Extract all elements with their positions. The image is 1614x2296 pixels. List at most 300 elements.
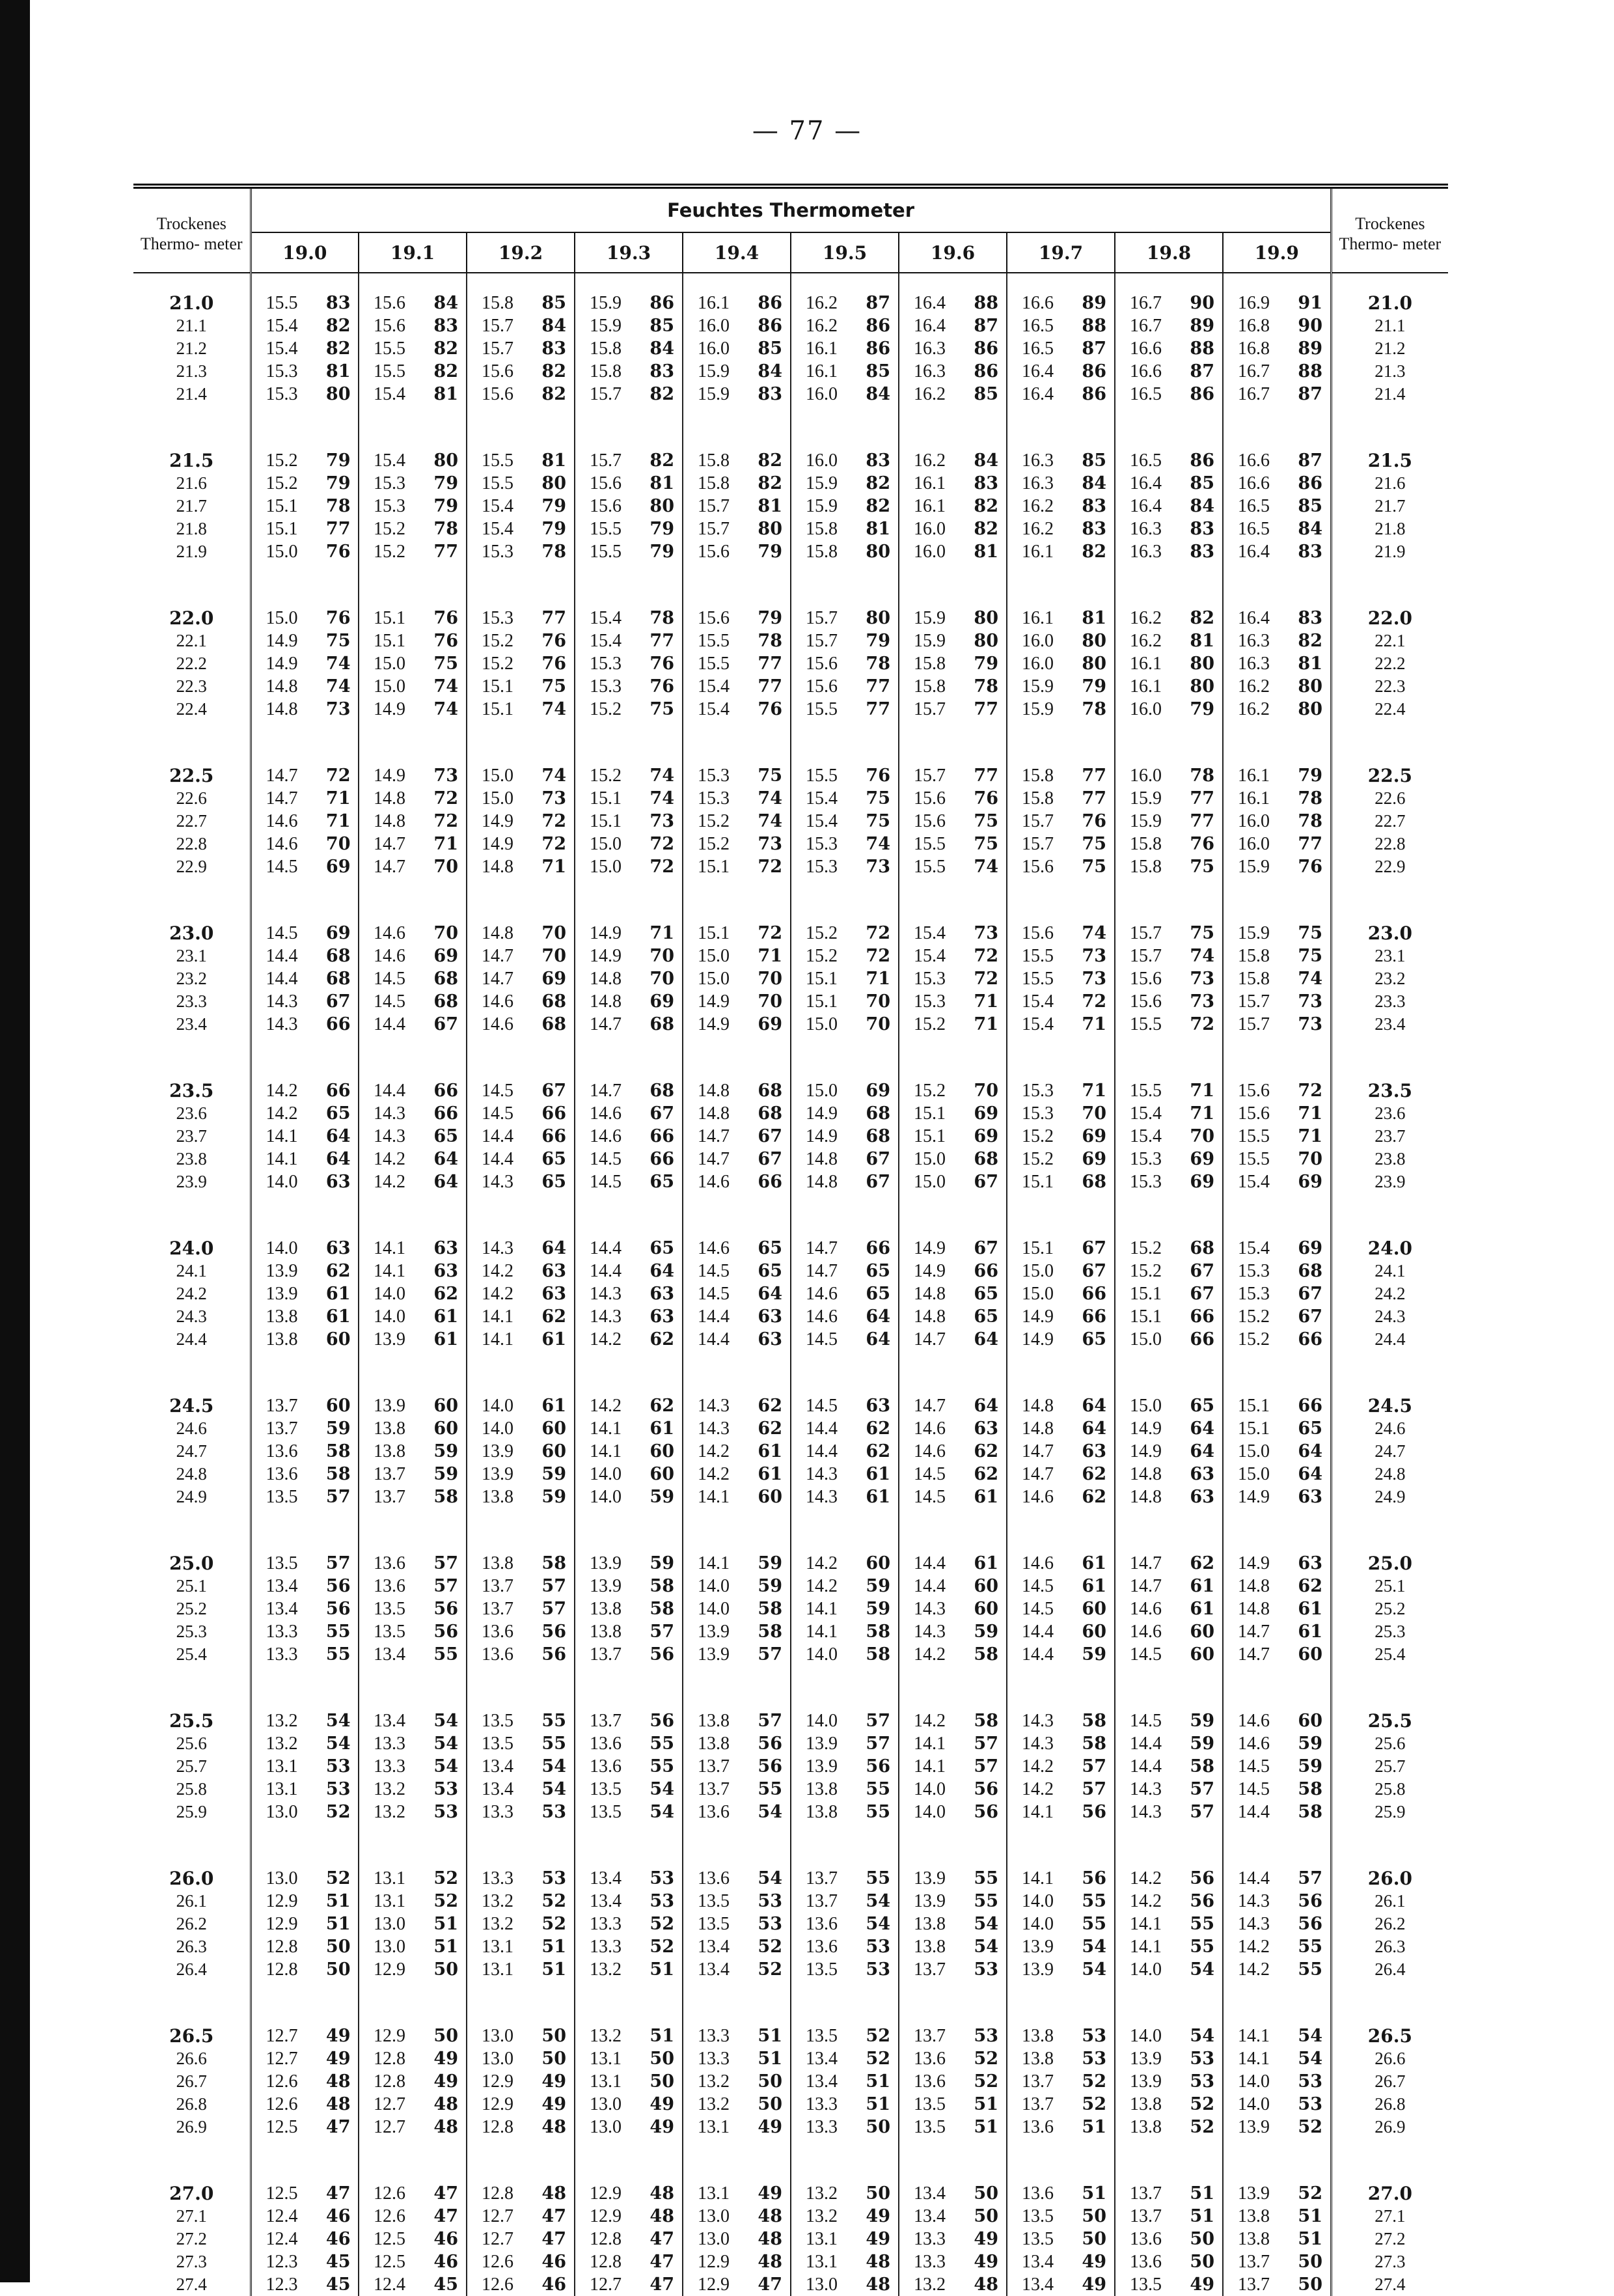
wet-bulb-column-header: 19.6 xyxy=(899,232,1007,273)
dew-point-value: 12.7 xyxy=(374,2094,405,2114)
dew-point-value: 14.5 xyxy=(698,1284,730,1304)
value-cell xyxy=(359,787,467,810)
value-cell xyxy=(791,810,899,833)
value-cell xyxy=(1223,337,1331,360)
value-cell xyxy=(1223,1620,1331,1643)
relative-humidity-value: 56 xyxy=(1082,1802,1106,1822)
dry-bulb-value-right: 26.8 xyxy=(1331,2093,1448,2116)
relative-humidity-value: 74 xyxy=(433,676,458,697)
relative-humidity-value: 74 xyxy=(325,654,351,674)
dry-bulb-value-left: 26.5 xyxy=(133,2025,251,2047)
dew-point-value: 15.9 xyxy=(698,361,730,381)
value-cell xyxy=(1007,2250,1115,2273)
relative-humidity-value: 69 xyxy=(758,1014,782,1034)
dew-point-value: 14.9 xyxy=(914,1261,946,1281)
dew-point-value: 15.8 xyxy=(914,676,946,697)
relative-humidity-value: 65 xyxy=(433,1126,458,1146)
relative-humidity-value: 50 xyxy=(974,2206,998,2226)
relative-humidity-value: 79 xyxy=(650,542,674,562)
value-cell xyxy=(1007,1552,1115,1575)
value-cell xyxy=(359,495,467,518)
value-cell xyxy=(467,360,575,383)
value-cell xyxy=(1007,1305,1115,1328)
dew-point-value: 16.2 xyxy=(1238,699,1270,719)
table-row xyxy=(133,764,1448,787)
dew-point-value: 13.8 xyxy=(590,1622,622,1642)
spacer-cell xyxy=(359,1036,467,1079)
value-cell xyxy=(359,518,467,540)
value-cell xyxy=(899,652,1007,675)
value-cell xyxy=(251,518,359,540)
value-cell xyxy=(683,2116,791,2138)
value-cell xyxy=(899,1778,1007,1801)
value-cell xyxy=(359,292,467,314)
value-cell xyxy=(467,292,575,314)
relative-humidity-value: 50 xyxy=(325,1959,351,1980)
dew-point-value: 15.4 xyxy=(698,676,730,697)
relative-humidity-value: 74 xyxy=(1082,923,1106,943)
relative-humidity-value: 63 xyxy=(1298,1487,1322,1507)
value-cell xyxy=(467,1486,575,1508)
relative-humidity-value: 81 xyxy=(1298,654,1322,674)
value-cell xyxy=(683,833,791,855)
dry-bulb-value-right: 26.0 xyxy=(1331,1867,1448,1890)
dew-point-value: 13.2 xyxy=(806,2206,838,2226)
value-cell xyxy=(575,472,683,495)
dew-point-value: 15.4 xyxy=(482,519,513,539)
spacer-cell xyxy=(467,2138,575,2182)
value-cell xyxy=(359,629,467,652)
dew-point-value: 13.1 xyxy=(482,1937,513,1957)
spacer-cell xyxy=(251,1351,359,1394)
dew-point-value: 14.9 xyxy=(266,631,298,651)
relative-humidity-value: 85 xyxy=(541,293,566,313)
dew-point-value: 14.5 xyxy=(482,1081,513,1101)
value-cell xyxy=(899,629,1007,652)
value-cell xyxy=(575,1440,683,1463)
dry-bulb-value-right: 22.4 xyxy=(1331,698,1448,721)
dew-point-value: 15.4 xyxy=(374,384,405,404)
dew-point-value: 16.1 xyxy=(806,339,838,359)
relative-humidity-value: 49 xyxy=(650,2094,674,2114)
value-cell xyxy=(467,698,575,721)
relative-humidity-value: 75 xyxy=(1298,946,1322,966)
dew-point-value: 16.0 xyxy=(1022,654,1054,674)
relative-humidity-value: 66 xyxy=(1082,1307,1106,1327)
dew-point-value: 15.6 xyxy=(1022,923,1054,943)
value-cell xyxy=(899,2025,1007,2047)
dew-point-value: 14.4 xyxy=(266,969,298,989)
dew-point-value: 14.4 xyxy=(806,1441,838,1461)
value-cell xyxy=(1223,2070,1331,2093)
relative-humidity-value: 64 xyxy=(974,1329,998,1349)
relative-humidity-value: 84 xyxy=(1082,473,1106,493)
relative-humidity-value: 71 xyxy=(433,834,458,854)
value-cell xyxy=(1115,2047,1223,2070)
relative-humidity-value: 61 xyxy=(541,1329,566,1349)
value-cell xyxy=(1007,1913,1115,1935)
relative-humidity-value: 71 xyxy=(1298,1103,1322,1124)
value-cell xyxy=(467,1643,575,1666)
relative-humidity-value: 49 xyxy=(1082,2252,1106,2272)
value-cell xyxy=(1007,1170,1115,1193)
relative-humidity-value: 67 xyxy=(758,1126,782,1146)
dry-bulb-value-right: 21.2 xyxy=(1331,337,1448,360)
dew-point-value: 13.7 xyxy=(1238,2252,1270,2272)
value-cell xyxy=(467,1417,575,1440)
relative-humidity-value: 60 xyxy=(1190,1644,1214,1665)
relative-humidity-value: 65 xyxy=(974,1307,998,1327)
value-cell xyxy=(1115,1732,1223,1755)
value-cell xyxy=(251,675,359,698)
dew-point-value: 14.0 xyxy=(482,1396,513,1416)
relative-humidity-value: 52 xyxy=(1190,2094,1214,2114)
dew-point-value: 15.5 xyxy=(482,450,513,471)
value-cell xyxy=(683,314,791,337)
value-cell xyxy=(359,1328,467,1351)
value-cell xyxy=(1115,652,1223,675)
relative-humidity-value: 86 xyxy=(1082,361,1106,381)
dew-point-value: 14.2 xyxy=(374,1172,405,1192)
dew-point-value: 15.1 xyxy=(482,699,513,719)
value-cell xyxy=(683,1013,791,1036)
dew-point-value: 14.6 xyxy=(1238,1711,1270,1731)
dew-point-value: 14.5 xyxy=(1130,1644,1162,1665)
dry-bulb-header-left: Trockenes Thermo- meter xyxy=(133,186,251,273)
relative-humidity-value: 65 xyxy=(1190,1396,1214,1416)
relative-humidity-value: 62 xyxy=(758,1418,782,1439)
relative-humidity-value: 86 xyxy=(650,293,674,313)
dew-point-value: 13.0 xyxy=(482,2026,513,2046)
dew-point-value: 15.0 xyxy=(482,766,513,786)
dew-point-value: 13.9 xyxy=(590,1576,622,1596)
spacer-cell xyxy=(791,1981,899,2025)
dew-point-value: 16.1 xyxy=(1238,788,1270,809)
dew-point-value: 15.6 xyxy=(1238,1103,1270,1124)
value-cell xyxy=(899,1260,1007,1282)
value-cell xyxy=(1223,2116,1331,2138)
dew-point-value: 14.0 xyxy=(806,1711,838,1731)
dew-point-value: 15.0 xyxy=(266,542,298,562)
relative-humidity-value: 80 xyxy=(650,496,674,516)
dew-point-value: 14.2 xyxy=(266,1081,298,1101)
dry-bulb-value-left: 21.4 xyxy=(133,383,251,406)
value-cell xyxy=(1007,1598,1115,1620)
spacer-cell xyxy=(1331,1193,1448,1237)
value-cell xyxy=(1115,1282,1223,1305)
relative-humidity-value: 54 xyxy=(758,1868,782,1888)
relative-humidity-value: 60 xyxy=(1190,1622,1214,1642)
dew-point-value: 14.9 xyxy=(914,1238,946,1258)
value-cell xyxy=(1223,855,1331,878)
relative-humidity-value: 66 xyxy=(1190,1307,1214,1327)
value-cell xyxy=(791,1148,899,1170)
relative-humidity-value: 67 xyxy=(1298,1284,1322,1304)
value-cell xyxy=(467,1778,575,1801)
relative-humidity-value: 49 xyxy=(758,2117,782,2137)
relative-humidity-value: 65 xyxy=(541,1172,566,1192)
dew-point-value: 14.2 xyxy=(1130,1868,1162,1888)
value-cell xyxy=(467,495,575,518)
value-cell xyxy=(1007,1260,1115,1282)
relative-humidity-value: 55 xyxy=(1082,1914,1106,1934)
dew-point-value: 14.8 xyxy=(266,699,298,719)
value-cell xyxy=(467,1102,575,1125)
dew-point-value: 14.3 xyxy=(698,1418,730,1439)
value-cell xyxy=(1115,1440,1223,1463)
relative-humidity-value: 52 xyxy=(758,1959,782,1980)
dew-point-value: 16.5 xyxy=(1238,496,1270,516)
table-row xyxy=(133,2273,1448,2296)
value-cell xyxy=(1115,2093,1223,2116)
dew-point-value: 16.0 xyxy=(698,339,730,359)
relative-humidity-value: 80 xyxy=(974,608,998,628)
dry-bulb-value-right: 21.9 xyxy=(1331,540,1448,563)
relative-humidity-value: 78 xyxy=(433,519,458,539)
spacer-cell xyxy=(899,273,1007,292)
value-cell xyxy=(1115,1867,1223,1890)
relative-humidity-value: 77 xyxy=(1082,788,1106,809)
relative-humidity-value: 59 xyxy=(433,1441,458,1461)
value-cell xyxy=(575,1643,683,1666)
spacer-cell xyxy=(133,406,251,449)
value-cell xyxy=(575,1913,683,1935)
value-cell xyxy=(683,629,791,652)
value-cell xyxy=(359,1260,467,1282)
value-cell xyxy=(791,1260,899,1282)
value-cell xyxy=(1007,1463,1115,1486)
spacer-cell xyxy=(1331,273,1448,292)
relative-humidity-value: 51 xyxy=(541,1959,566,1980)
spacer-cell xyxy=(1223,1508,1331,1552)
value-cell xyxy=(899,2182,1007,2205)
value-cell xyxy=(1223,1013,1331,1036)
dew-point-value: 13.5 xyxy=(590,1802,622,1822)
spacer-cell xyxy=(899,406,1007,449)
value-cell xyxy=(467,833,575,855)
value-cell xyxy=(1115,383,1223,406)
spacer-cell xyxy=(899,1666,1007,1709)
table-row xyxy=(133,1913,1448,1935)
relative-humidity-value: 51 xyxy=(974,2117,998,2137)
dew-point-value: 16.3 xyxy=(1022,473,1054,493)
dew-point-value: 14.5 xyxy=(914,1464,946,1484)
value-cell xyxy=(575,2070,683,2093)
value-cell xyxy=(683,1394,791,1417)
relative-humidity-value: 61 xyxy=(1190,1576,1214,1596)
dew-point-value: 14.5 xyxy=(1022,1599,1054,1619)
dry-bulb-value-left: 26.6 xyxy=(133,2047,251,2070)
dew-point-value: 14.3 xyxy=(374,1103,405,1124)
dew-point-value: 14.9 xyxy=(482,811,513,831)
value-cell xyxy=(1007,1394,1115,1417)
value-cell xyxy=(1223,1328,1331,1351)
dew-point-value: 13.4 xyxy=(374,1711,405,1731)
relative-humidity-value: 49 xyxy=(433,2049,458,2069)
dew-point-value: 16.1 xyxy=(914,496,946,516)
dew-point-value: 15.3 xyxy=(482,542,513,562)
dry-bulb-value-left: 27.4 xyxy=(133,2273,251,2296)
value-cell xyxy=(1115,1778,1223,1801)
dew-point-value: 14.5 xyxy=(266,923,298,943)
relative-humidity-value: 68 xyxy=(1190,1238,1214,1258)
relative-humidity-value: 52 xyxy=(1298,2117,1322,2137)
relative-humidity-value: 56 xyxy=(974,1802,998,1822)
spacer-cell xyxy=(683,1351,791,1394)
spacer-cell xyxy=(1331,1823,1448,1867)
relative-humidity-value: 59 xyxy=(541,1464,566,1484)
value-cell xyxy=(791,1013,899,1036)
value-cell xyxy=(1007,1125,1115,1148)
table-row xyxy=(133,2116,1448,2138)
relative-humidity-value: 78 xyxy=(325,496,351,516)
dew-point-value: 15.7 xyxy=(590,450,622,471)
relative-humidity-value: 61 xyxy=(866,1487,890,1507)
value-cell xyxy=(1223,1913,1331,1935)
relative-humidity-value: 77 xyxy=(974,699,998,719)
relative-humidity-value: 53 xyxy=(758,1891,782,1911)
dew-point-value: 13.6 xyxy=(482,1622,513,1642)
dew-point-value: 15.0 xyxy=(1022,1284,1054,1304)
relative-humidity-value: 68 xyxy=(866,1103,890,1124)
dew-point-value: 15.5 xyxy=(374,361,405,381)
dew-point-value: 15.2 xyxy=(914,1014,946,1034)
value-cell xyxy=(1007,855,1115,878)
relative-humidity-value: 67 xyxy=(974,1172,998,1192)
relative-humidity-value: 54 xyxy=(1082,1937,1106,1957)
relative-humidity-value: 56 xyxy=(433,1599,458,1619)
relative-humidity-value: 82 xyxy=(650,384,674,404)
spacer-cell xyxy=(575,1508,683,1552)
relative-humidity-value: 87 xyxy=(1298,450,1322,471)
value-cell xyxy=(359,1079,467,1102)
relative-humidity-value: 55 xyxy=(325,1622,351,1642)
value-cell xyxy=(251,787,359,810)
value-cell xyxy=(1007,1013,1115,1036)
value-cell xyxy=(791,2047,899,2070)
relative-humidity-value: 76 xyxy=(541,631,566,651)
relative-humidity-value: 82 xyxy=(758,473,782,493)
dew-point-value: 13.9 xyxy=(590,1553,622,1573)
value-cell xyxy=(1115,1237,1223,1260)
relative-humidity-value: 58 xyxy=(974,1711,998,1731)
relative-humidity-value: 49 xyxy=(541,2094,566,2114)
value-cell xyxy=(899,1013,1007,1036)
dry-bulb-value-right: 22.2 xyxy=(1331,652,1448,675)
relative-humidity-value: 51 xyxy=(758,2049,782,2069)
dew-point-value: 15.7 xyxy=(1130,946,1162,966)
dew-point-value: 12.3 xyxy=(266,2275,298,2295)
relative-humidity-value: 66 xyxy=(650,1126,674,1146)
dry-bulb-value-left: 27.2 xyxy=(133,2228,251,2250)
dew-point-value: 13.9 xyxy=(1130,2049,1162,2069)
relative-humidity-value: 72 xyxy=(974,969,998,989)
value-cell xyxy=(791,2093,899,2116)
dew-point-value: 14.5 xyxy=(914,1487,946,1507)
table-row xyxy=(133,383,1448,406)
relative-humidity-value: 64 xyxy=(1298,1464,1322,1484)
dew-point-value: 16.4 xyxy=(1238,608,1270,628)
spacer-cell xyxy=(1115,1666,1223,1709)
dew-point-value: 15.2 xyxy=(1130,1238,1162,1258)
value-cell xyxy=(1007,990,1115,1013)
relative-humidity-value: 47 xyxy=(650,2229,674,2249)
spacer-cell xyxy=(683,721,791,764)
value-cell xyxy=(899,1867,1007,1890)
relative-humidity-value: 50 xyxy=(1082,2206,1106,2226)
spacer-cell xyxy=(791,406,899,449)
value-cell xyxy=(1115,787,1223,810)
value-cell xyxy=(359,1394,467,1417)
relative-humidity-value: 46 xyxy=(541,2252,566,2272)
relative-humidity-value: 88 xyxy=(1082,316,1106,336)
dew-point-value: 13.3 xyxy=(698,2049,730,2069)
spacer-cell xyxy=(1331,1981,1448,2025)
value-cell xyxy=(251,360,359,383)
dew-point-value: 16.3 xyxy=(1022,450,1054,471)
value-cell xyxy=(467,2025,575,2047)
dew-point-value: 13.9 xyxy=(806,1756,838,1777)
dew-point-value: 14.2 xyxy=(698,1441,730,1461)
relative-humidity-value: 82 xyxy=(433,339,458,359)
value-cell xyxy=(899,1125,1007,1148)
spacer-cell xyxy=(791,721,899,764)
relative-humidity-value: 80 xyxy=(1082,654,1106,674)
dew-point-value: 14.9 xyxy=(1238,1487,1270,1507)
dew-point-value: 14.6 xyxy=(374,946,405,966)
relative-humidity-value: 55 xyxy=(1298,1959,1322,1980)
table-row xyxy=(133,1867,1448,1890)
dew-point-value: 14.8 xyxy=(1238,1599,1270,1619)
dry-bulb-value-left: 22.9 xyxy=(133,855,251,878)
dew-point-value: 13.3 xyxy=(266,1622,298,1642)
spacer-cell xyxy=(683,1981,791,2025)
dew-point-value: 13.1 xyxy=(806,2229,838,2249)
dew-point-value: 15.8 xyxy=(806,542,838,562)
value-cell xyxy=(1223,518,1331,540)
dew-point-value: 14.1 xyxy=(914,1734,946,1754)
value-cell xyxy=(575,675,683,698)
value-cell xyxy=(467,472,575,495)
value-cell xyxy=(1223,1643,1331,1666)
dew-point-value: 13.2 xyxy=(806,2183,838,2204)
dew-point-value: 14.9 xyxy=(1022,1329,1054,1349)
dry-bulb-value-left: 21.7 xyxy=(133,495,251,518)
value-cell xyxy=(251,1755,359,1778)
value-cell xyxy=(899,2093,1007,2116)
table-row xyxy=(133,1598,1448,1620)
dew-point-value: 13.2 xyxy=(374,1779,405,1799)
value-cell xyxy=(1115,449,1223,472)
relative-humidity-value: 82 xyxy=(758,450,782,471)
spacer-cell xyxy=(467,1508,575,1552)
value-cell xyxy=(359,1013,467,1036)
dew-point-value: 14.8 xyxy=(806,1172,838,1192)
dew-point-value: 14.4 xyxy=(1022,1644,1054,1665)
dew-point-value: 15.8 xyxy=(590,339,622,359)
dew-point-value: 15.3 xyxy=(590,676,622,697)
dew-point-value: 15.3 xyxy=(1238,1261,1270,1281)
relative-humidity-value: 71 xyxy=(650,923,674,943)
dew-point-value: 13.7 xyxy=(806,1868,838,1888)
value-cell xyxy=(1223,1394,1331,1417)
value-cell xyxy=(251,472,359,495)
dry-bulb-value-left: 25.1 xyxy=(133,1575,251,1598)
value-cell xyxy=(575,1958,683,1981)
dew-point-value: 14.6 xyxy=(266,834,298,854)
dew-point-value: 15.2 xyxy=(1022,1126,1054,1146)
dry-bulb-value-left: 21.8 xyxy=(133,518,251,540)
